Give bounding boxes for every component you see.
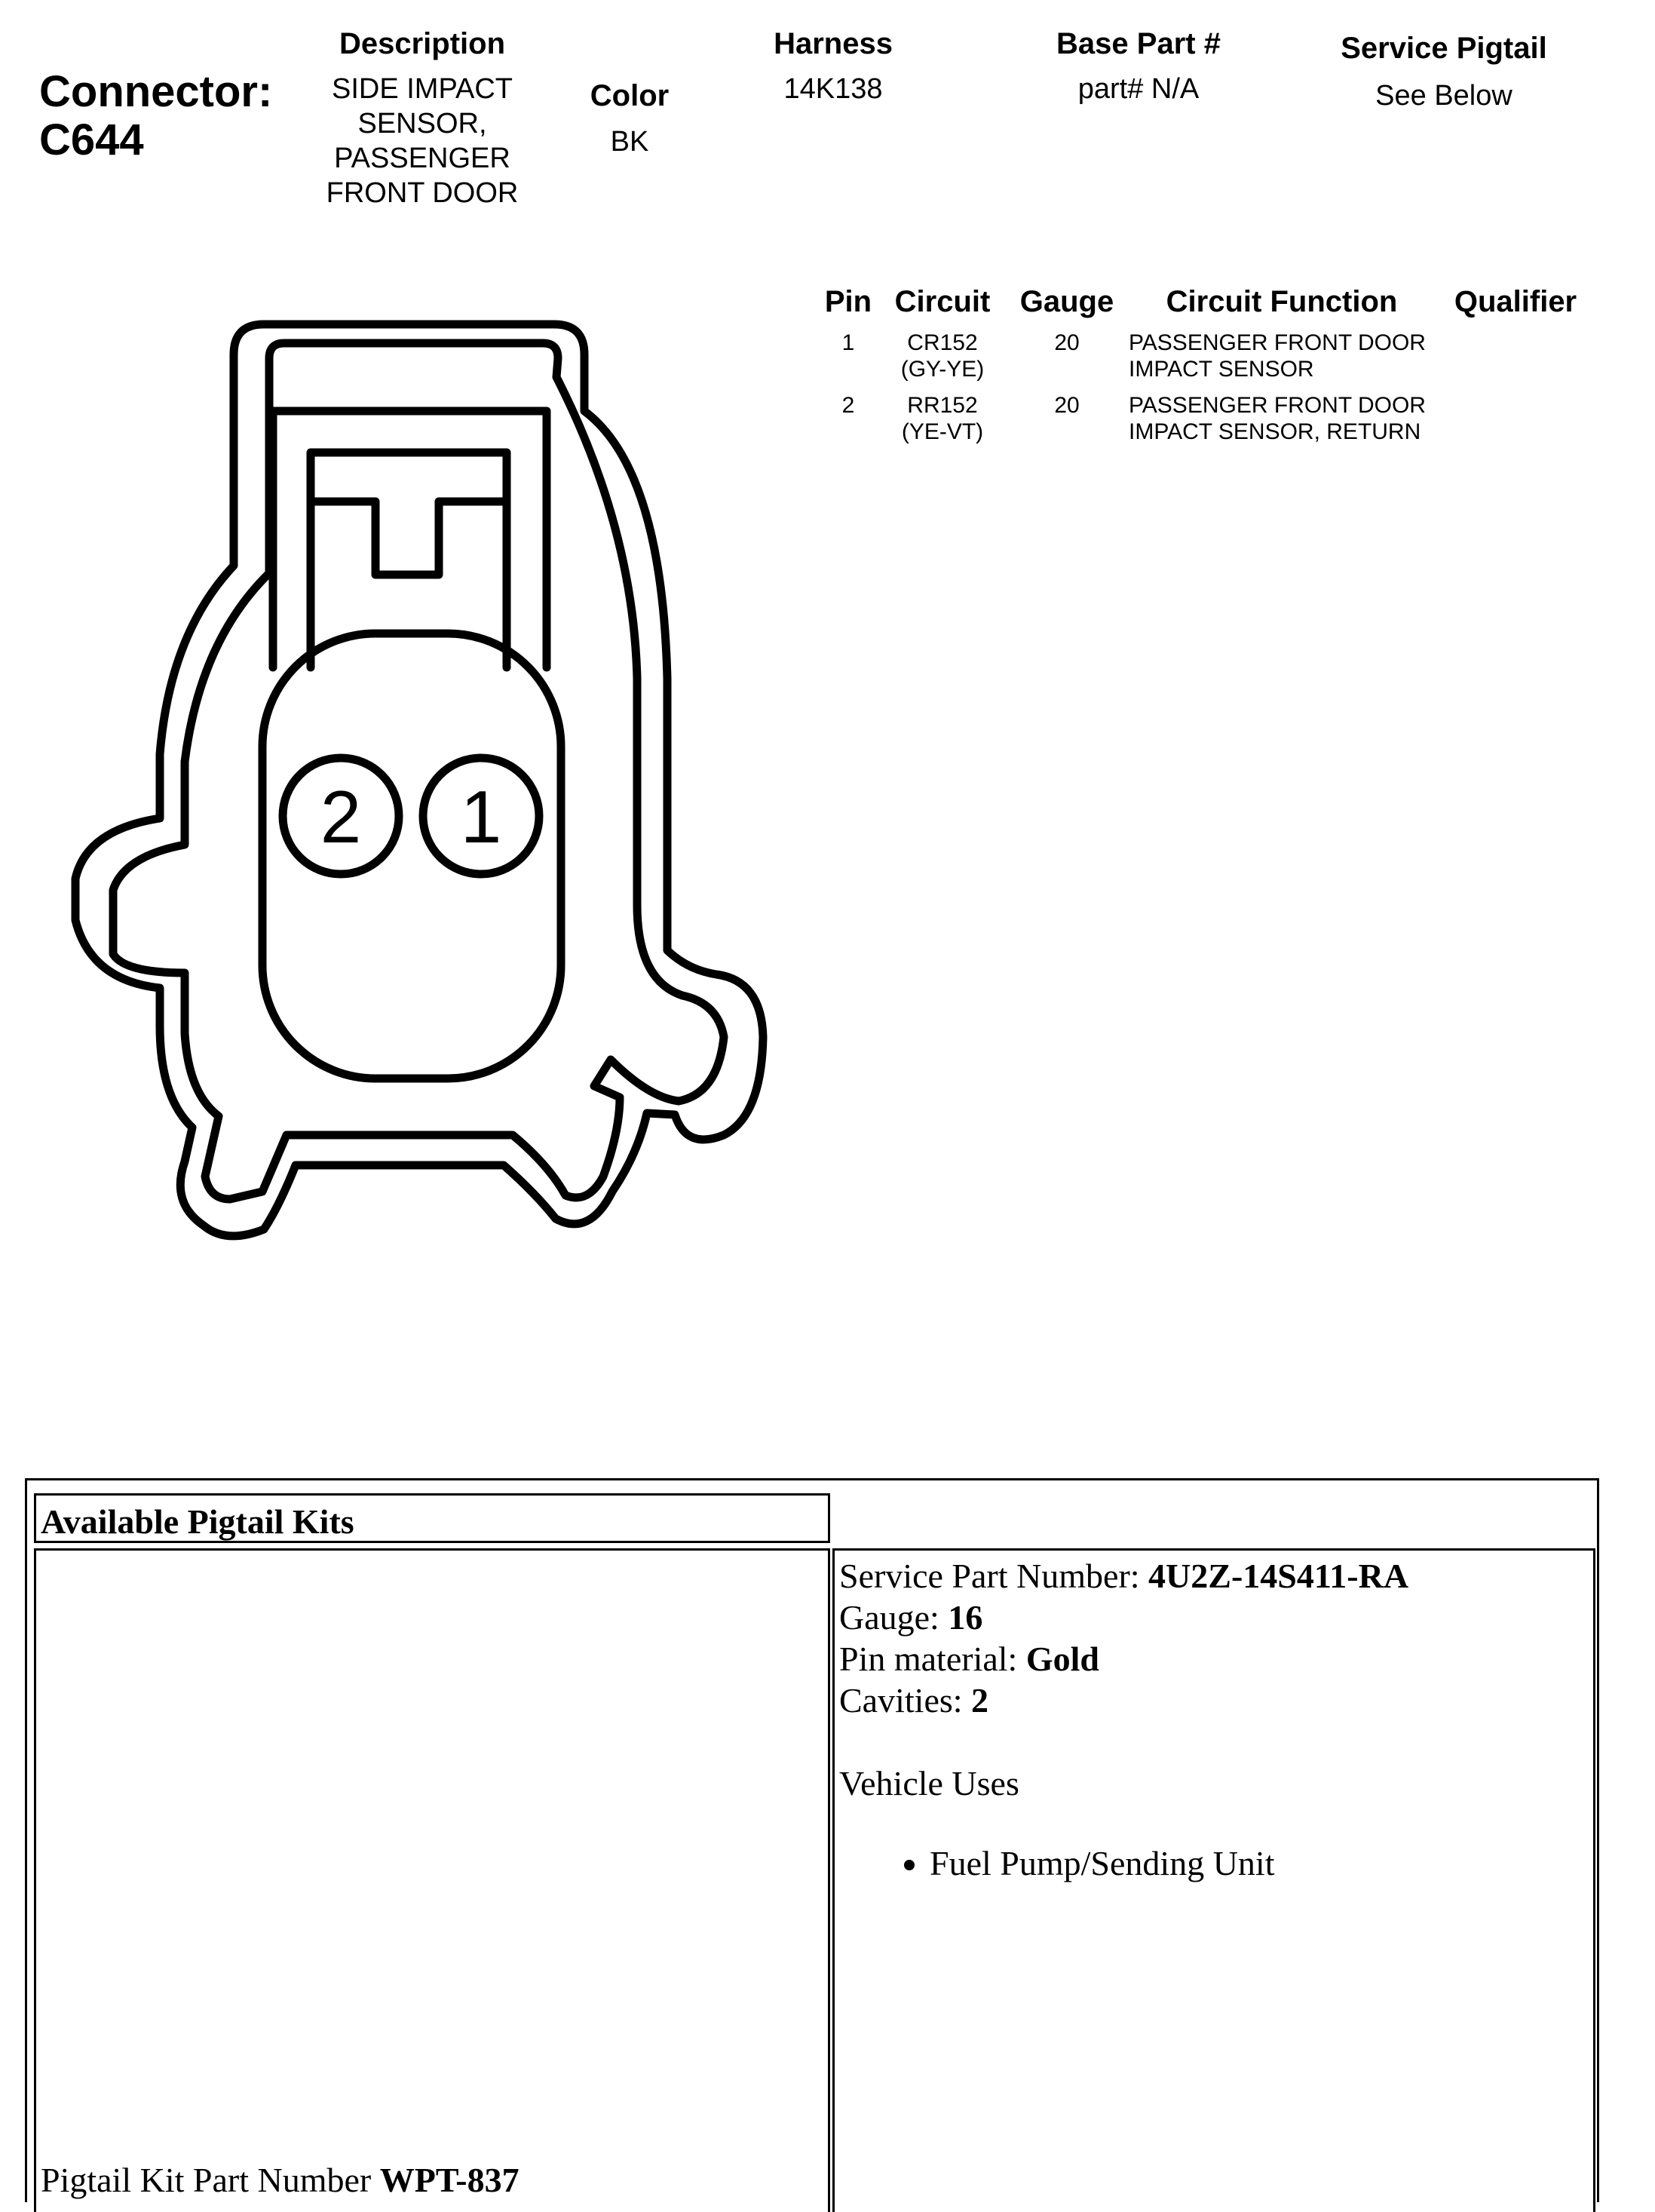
description-line: FRONT DOOR	[326, 177, 519, 209]
kit-part-number-value: WPT-837	[379, 2161, 519, 2199]
pin-1-label: 1	[460, 775, 502, 858]
connector-id: C644	[39, 115, 144, 164]
gauge-value: 20	[1054, 393, 1080, 418]
latch-key	[311, 502, 507, 575]
service-pigtail-header: Service Pigtail	[1341, 32, 1547, 65]
pin-number: 1	[841, 330, 855, 355]
service-part-number-label: Service Part Number:	[839, 1557, 1149, 1595]
service-gauge	[839, 1597, 1589, 1638]
circuit-function	[1129, 330, 1445, 382]
pigtail-kit-cell	[34, 1548, 830, 2212]
circuit-id: CR152	[907, 330, 978, 355]
harness-header: Harness	[774, 27, 893, 60]
description-line: SIDE IMPACT	[332, 73, 513, 105]
color-header: Color	[590, 79, 670, 112]
pin-header: Pin	[824, 285, 872, 318]
service-part-number	[839, 1555, 1589, 1597]
qualifier-header: Qualifier	[1454, 285, 1577, 318]
pigtail-kits-title: Available Pigtail Kits	[34, 1493, 830, 1543]
service-part-cell	[832, 1548, 1595, 2212]
cavities-label: Cavities:	[839, 1681, 972, 1720]
kit-part-number-label: Pigtail Kit Part Number	[41, 2161, 380, 2199]
circuit-color: (GY-YE)	[900, 357, 985, 382]
gauge-value: 16	[948, 1598, 983, 1637]
circuit-header: Circuit	[894, 285, 991, 318]
circuit-function-line: IMPACT SENSOR	[1129, 357, 1314, 382]
gauge-value: 20	[1054, 330, 1080, 355]
pigtail-kit-part-number	[41, 2160, 519, 2200]
cavities-value: 2	[971, 1681, 989, 1720]
pigtail-kits-table	[25, 1478, 1599, 2202]
connector-label: Connector:	[39, 67, 273, 116]
gauge-label: Gauge:	[839, 1598, 949, 1637]
service-cavities	[839, 1680, 1589, 1721]
pin-material-value: Gold	[1025, 1640, 1099, 1678]
circuit-id: RR152	[907, 393, 978, 418]
pin-material-label: Pin material:	[839, 1640, 1026, 1678]
pin-2-label: 2	[320, 775, 362, 858]
circuit-function-line: PASSENGER FRONT DOOR	[1129, 330, 1426, 355]
connector-diagram	[0, 0, 829, 1327]
circuit-code	[882, 330, 1003, 382]
base-part-value: part# N/A	[1077, 73, 1200, 105]
service-pin-material	[839, 1638, 1589, 1680]
terminal-cavity	[262, 634, 561, 1078]
color-value: BK	[610, 126, 649, 158]
description-header: Description	[339, 27, 506, 60]
service-pigtail-value: See Below	[1375, 80, 1512, 112]
gauge-header: Gauge	[1019, 285, 1114, 318]
pin-number: 2	[841, 393, 855, 418]
circuit-function-line: IMPACT SENSOR, RETURN	[1129, 419, 1421, 444]
pigtail-kits-header-cell	[832, 1493, 1594, 1543]
description-line: PASSENGER	[334, 143, 510, 174]
vehicle-uses-list	[839, 1843, 1589, 1883]
vehicle-uses-label: Vehicle Uses	[839, 1764, 1019, 1802]
service-part-number-value: 4U2Z-14S411-RA	[1148, 1557, 1409, 1595]
circuit-function-line: PASSENGER FRONT DOOR	[1129, 393, 1426, 418]
circuit-color: (YE-VT)	[901, 419, 984, 444]
circuit-function-header: Circuit Function	[1166, 285, 1398, 318]
circuit-code	[882, 392, 1003, 445]
base-part-header: Base Part #	[1056, 27, 1221, 60]
circuit-function	[1129, 392, 1445, 445]
harness-value: 14K138	[783, 73, 883, 105]
list-item: • Fuel Pump/Sending Unit	[930, 1843, 1589, 1883]
description-line: SENSOR,	[357, 108, 487, 140]
